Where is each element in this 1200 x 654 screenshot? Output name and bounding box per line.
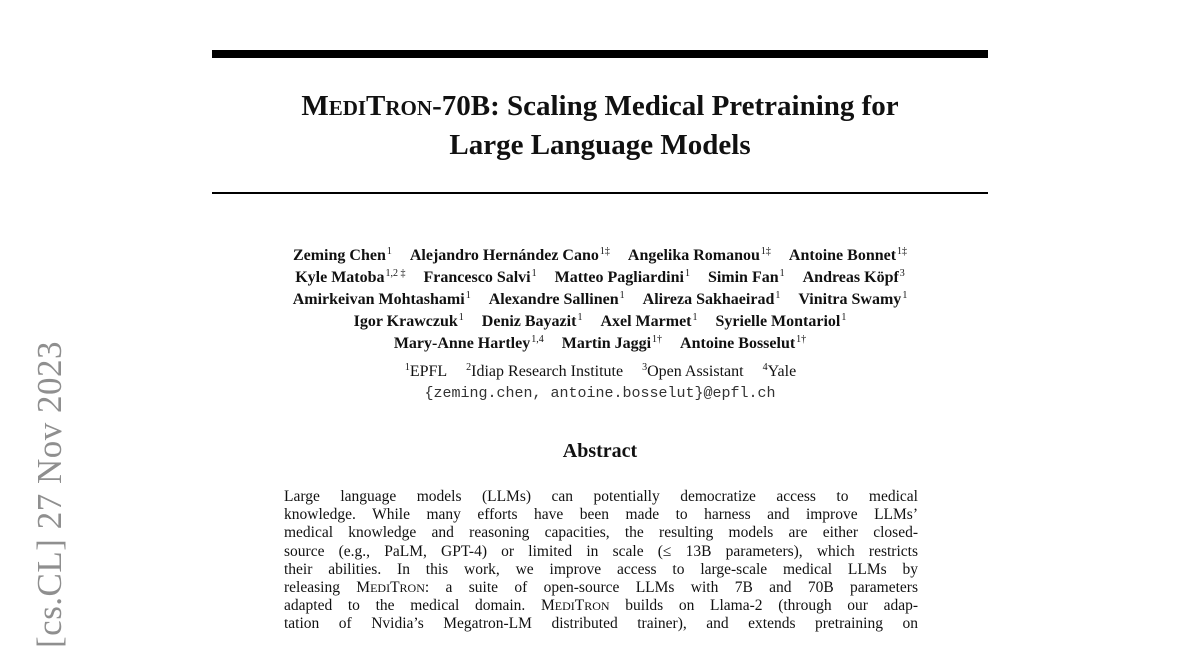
author: Zeming Chen$^1$ — [292, 246, 392, 264]
abstract-line: Large language models (LLMs) can potentially democratize access to medical — [284, 488, 918, 505]
author: Angelika Romanou$^{1\ddagger}$ — [627, 246, 771, 264]
author: Axel Marmet$^1$ — [600, 312, 698, 330]
author-line — [160, 289, 1040, 311]
contact-emails: {zeming.chen, antoine.bosselut}@epfl.ch — [424, 385, 776, 402]
abstract-heading: Abstract — [562, 440, 638, 462]
author-line — [160, 245, 1040, 267]
abstract-line: adapted to the medical domain. MEDITRON builds on Llama-2 (through our adap- — [284, 597, 919, 615]
author: Martin Jaggi$^{1\dagger}$ — [561, 334, 663, 352]
affiliation: $^4$Yale — [762, 362, 797, 380]
arxiv-identifier-text: [cs.CL] 27 Nov 2023 — [30, 341, 69, 648]
abstract-body — [284, 488, 918, 634]
affiliation: $^2$Idiap Research Institute — [466, 362, 624, 380]
author: Antoine Bonnet$^{1\ddagger}$ — [788, 246, 908, 264]
author: Matteo Pagliardini$^1$ — [554, 268, 690, 286]
paper-title — [212, 88, 988, 164]
author: Amirkeivan Mohtashami$^1$ — [292, 290, 471, 308]
author: Igor Krawczuk$^1$ — [353, 312, 464, 330]
author: Mary-Anne Hartley$^{1,4}$ — [393, 334, 544, 352]
author: Vinitra Swamy$^1$ — [798, 290, 908, 308]
author: Syrielle Montariol$^1$ — [715, 312, 847, 330]
author: Antoine Bosselut$^{1\dagger}$ — [680, 334, 807, 352]
affiliations — [200, 362, 1000, 382]
author: Alireza Sakhaeirad$^1$ — [642, 290, 781, 308]
author: Kyle Matoba$^{1,2 \ddagger}$ — [295, 268, 406, 286]
arxiv-identifier — [12, 304, 82, 654]
title-line-2: Large Language Models — [449, 129, 751, 161]
title-line-1: MEDITRON-70B: Scaling Medical Pretraining for — [301, 90, 899, 122]
abstract-line: knowledge. While many efforts have been made to harness and improve LLMs’ — [284, 506, 918, 524]
title-top-rule — [212, 50, 988, 58]
author: Alejandro Hernández Cano$^{1\ddagger}$ — [409, 246, 610, 264]
affiliation: $^3$Open Assistant — [642, 362, 744, 380]
author-line — [160, 267, 1040, 289]
author-line — [160, 333, 1040, 355]
abstract-line: source (e.g., PaLM, GPT-4) or limited in scale (≤ 13B parameters), which restricts — [284, 542, 918, 560]
author: Alexandre Sallinen$^1$ — [488, 290, 625, 308]
title-bottom-rule — [212, 192, 988, 194]
abstract-line: their abilities. In this work, we improve access to large-scale medical LLMs by — [284, 560, 918, 578]
abstract-line: tation of Nvidia’s Megatron-LM distributed trainer), and extends pretraining on — [284, 615, 918, 633]
author: Francesco Salvi$^1$ — [423, 268, 537, 286]
author: Deniz Bayazit$^1$ — [481, 312, 583, 330]
author-line — [160, 311, 1040, 333]
abstract-line: releasing MEDITRON: a suite of open-source LLMs with 7B and 70B parameters — [284, 579, 919, 597]
affiliation: $^1$EPFL — [404, 362, 448, 380]
author: Simin Fan$^1$ — [707, 268, 785, 286]
abstract-line: medical knowledge and reasoning capacities, the resulting models are either closed- — [284, 524, 918, 542]
author-list — [160, 245, 1040, 355]
author: Andreas Köpf$^3$ — [802, 268, 905, 286]
